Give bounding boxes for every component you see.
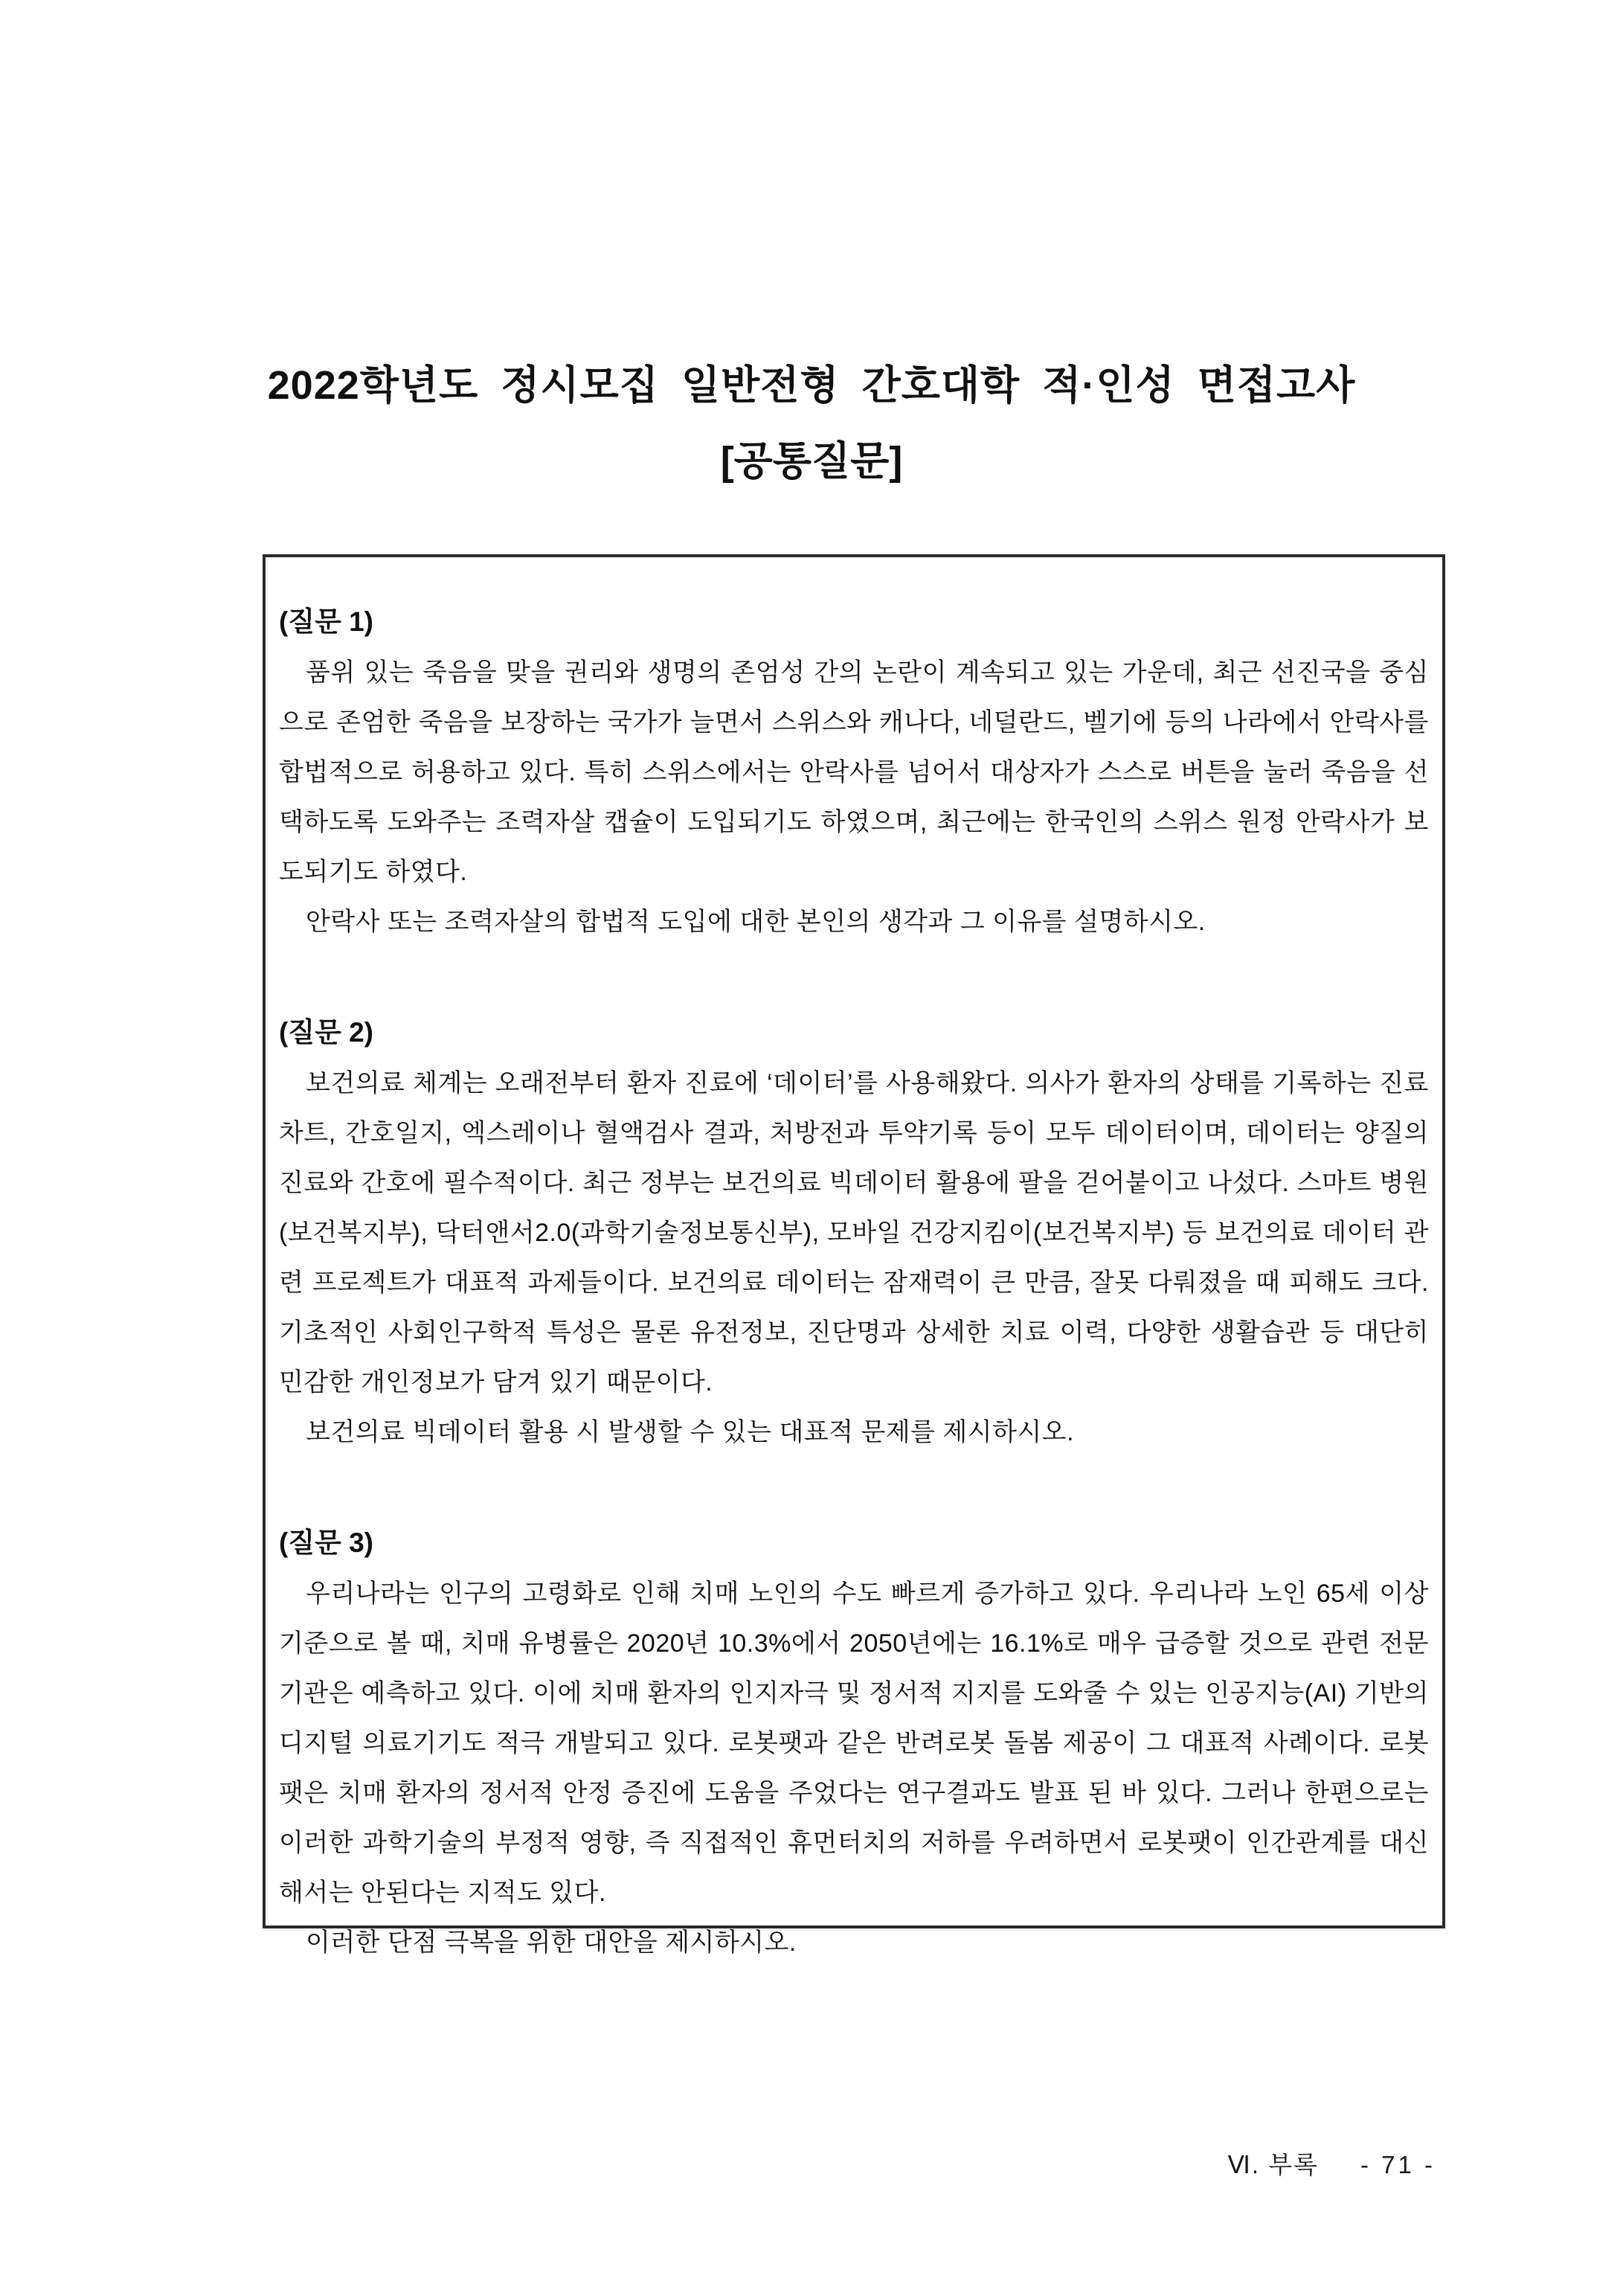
- question-section-1: [279, 596, 1429, 947]
- document-subtitle: [공통질문]: [720, 439, 903, 484]
- question-1-heading: (질문 1): [279, 606, 373, 637]
- question-section-3: [279, 1517, 1429, 1968]
- document-title: 2022학년도 정시모집 일반전형 간호대학 적·인성 면접고사: [267, 363, 1356, 408]
- page-footer: [1227, 2149, 1436, 2181]
- question-3-prompt: 이러한 단점 극복을 위한 대안을 제시하시오.: [306, 1928, 797, 1957]
- footer-page-number: - 71 -: [1360, 2151, 1436, 2178]
- question-3-body: 우리나라는 인구의 고령화로 인해 치매 노인의 수도 빠르게 증가하고 있다. 우리나라 노인 65세 이상 기준으로 볼 때, 치매 유병률은 2020년 10.3%에서 2050년에는 16.1%로 매우 급증할 것으로 관련 전문기관은 예측하고 있다. 이에 치매 환자의 인지자극 및 정서적 지지를 도와줄 수 있는 인공지능(AI) 기반의 디지털 의료기기도 적극 개발되고 있다. 로봇팻과 같은 반려로봇 돌봄 제공이 그 대표적 사례이다. 로봇팻은 치매 환자의 정서적 안정 증진에 도움을 주었다는 연구결과도 발표 된 바 있다. 그러나 한편으로는 이러한 과학기술의 부정적 영향, 즉 직접적인 휴먼터치의 저하를 우려하면서 로봇팻이 인간관계를 대신해서는 안된다는 지적도 있다.: [279, 1580, 1429, 1907]
- question-1-prompt: 안락사 또는 조력자살의 합법적 도입에 대한 본인의 생각과 그 이유를 설명하시오.: [306, 908, 1206, 936]
- questions-box: [263, 554, 1445, 1957]
- question-2-prompt: 보건의료 빅데이터 활용 시 발생할 수 있는 대표적 문제를 제시하시오.: [306, 1418, 1075, 1446]
- question-2-body: 보건의료 체계는 오래전부터 환자 진료에 ‘데이터’를 사용해왔다. 의사가 환자의 상태를 기록하는 진료 차트, 간호일지, 엑스레이나 혈액검사 결과, 처방전과 투약기록 등이 모두 데이터이며, 데이터는 양질의 진료와 간호에 필수적이다. 최근 정부는 보건의료 빅데이터 활용에 팔을 걷어붙이고 나섰다. 스마트 병원(보건복지부), 닥터앤서2.0(과학기술정보통신부), 모바일 건강지킴이(보건복지부) 등 보건의료 데이터 관련 프로젝트가 대표적 과제들이다. 보건의료 데이터는 잠재력이 큰 만큼, 잘못 다뤄졌을 때 피해도 크다. 기초적인 사회인구학적 특성은 물론 유전정보, 진단명과 상세한 치료 이력, 다양한 생활습관 등 대단히 민감한 개인정보가 담겨 있기 때문이다.: [279, 1069, 1429, 1396]
- question-2-heading: (질문 2): [279, 1017, 373, 1048]
- question-1-body: 품위 있는 죽음을 맞을 권리와 생명의 존엄성 간의 논란이 계속되고 있는 가운데, 최근 선진국을 중심으로 존엄한 죽음을 보장하는 국가가 늘면서 스위스와 캐나다, 네덜란드, 벨기에 등의 나라에서 안락사를 합법적으로 허용하고 있다. 특히 스위스에서는 안락사를 넘어서 대상자가 스스로 버튼을 눌러 죽음을 선택하도록 도와주는 조력자살 캡슐이 도입되기도 하였으며, 최근에는 한국인의 스위스 원정 안락사가 보도되기도 하였다.: [279, 658, 1429, 886]
- question-3-heading: (질문 3): [279, 1527, 373, 1558]
- footer-section-label: Ⅵ. 부록: [1227, 2151, 1319, 2178]
- question-section-2: [279, 1007, 1429, 1458]
- title-block: [220, 359, 1403, 488]
